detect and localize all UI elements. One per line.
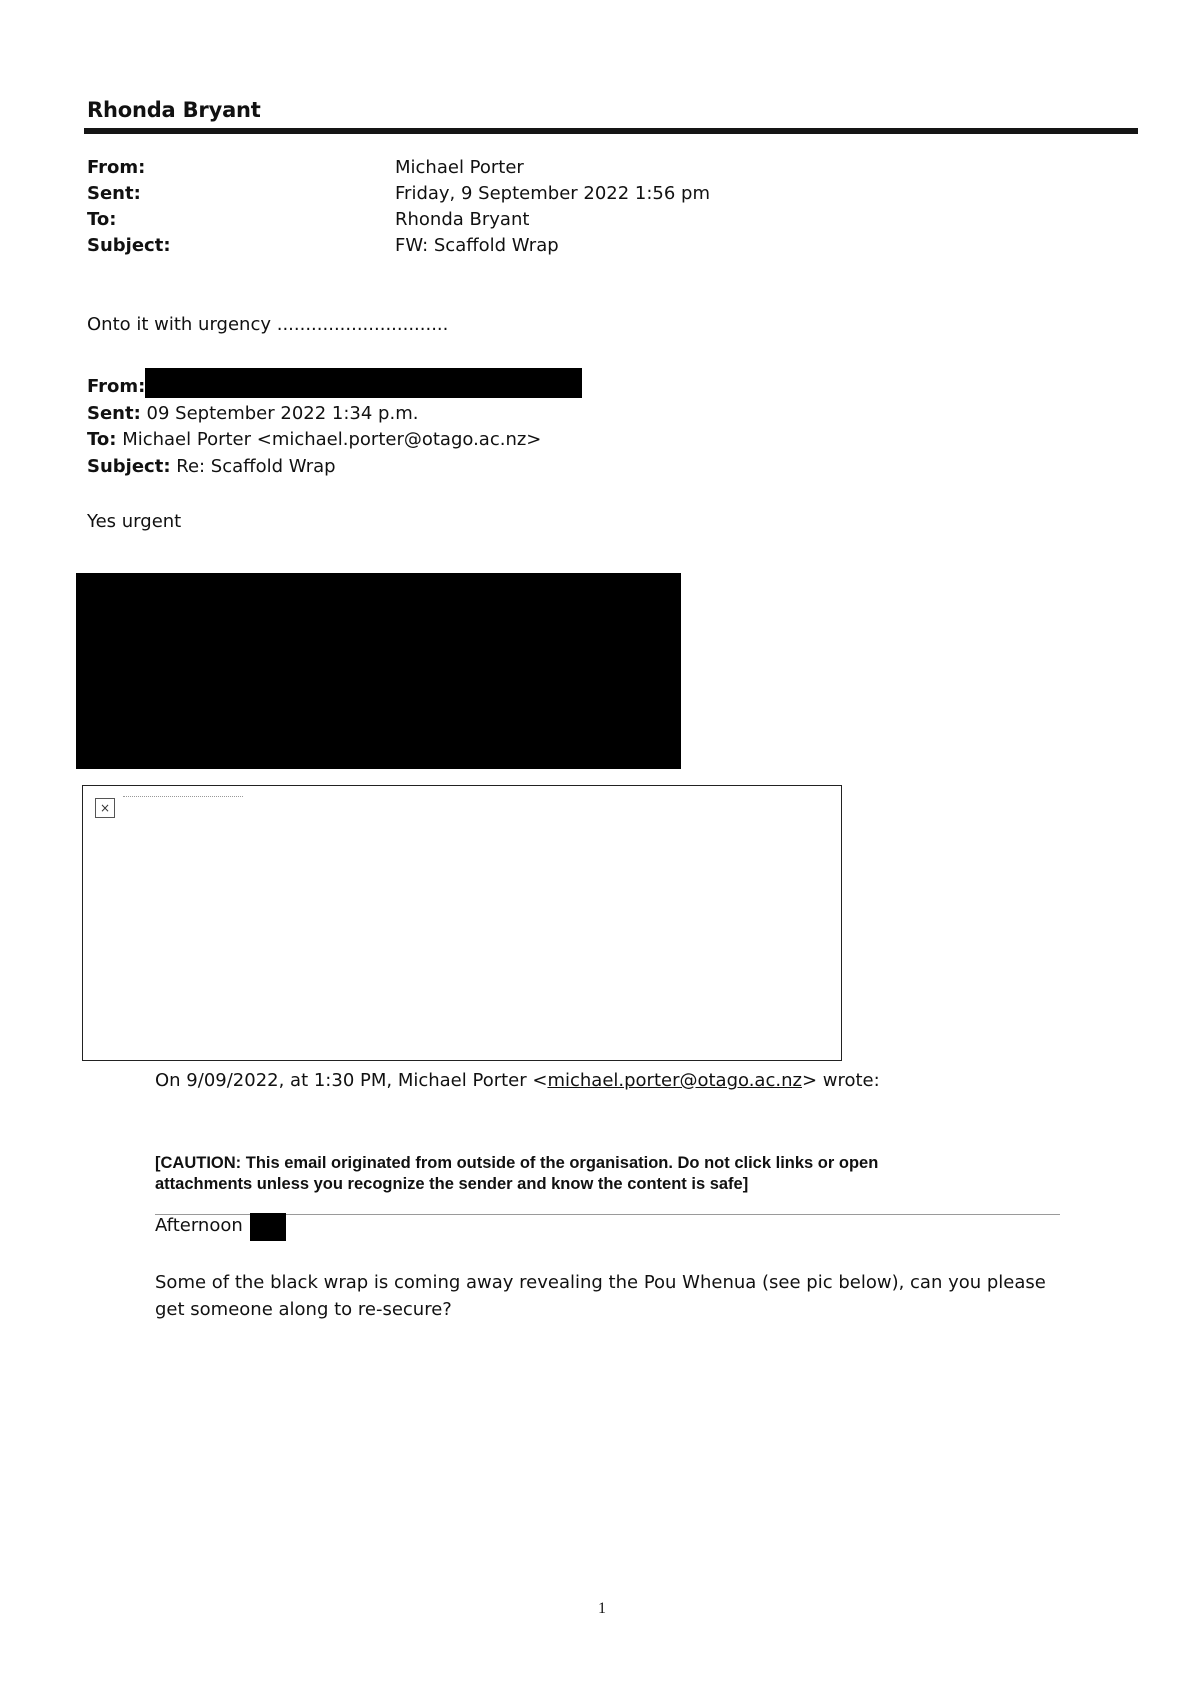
reply-sent-line	[87, 401, 418, 427]
header-rule	[84, 128, 1138, 134]
quoted-intro-prefix: On 9/09/2022, at 1:30 PM, Michael Porter <	[155, 1070, 548, 1091]
sent-label: Sent:	[87, 183, 141, 204]
from-value: Michael Porter	[395, 157, 524, 178]
from-label: From:	[87, 157, 146, 178]
to-label: To:	[87, 209, 117, 230]
body-line-1: Some of the black wrap is coming away revealing the Pou Whenua (see pic below), can you please	[155, 1272, 1046, 1293]
reply-to-line	[87, 427, 541, 453]
subject-label: Subject:	[87, 235, 171, 256]
reply-sent-label: Sent:	[87, 403, 141, 424]
redacted-sender	[145, 368, 582, 398]
reply-from-label: From:	[87, 376, 146, 397]
reply-to-label: To:	[87, 429, 117, 450]
sent-value: Friday, 9 September 2022 1:56 pm	[395, 183, 711, 204]
reply-subject-line	[87, 454, 336, 480]
reply-sent-value: 09 September 2022 1:34 p.m.	[146, 403, 419, 424]
reply-subject-value: Re: Scaffold Wrap	[176, 456, 336, 477]
broken-image-icon: ×	[95, 798, 115, 818]
image-placeholder	[82, 785, 842, 1061]
body-line-2: get someone along to re-secure?	[155, 1299, 452, 1320]
redacted-signature-block	[76, 573, 681, 769]
caution-banner: [CAUTION: This email originated from outside of the organisation. Do not click links or open attachments unless you recognize the sender and know the content is safe]	[155, 1154, 879, 1193]
reply-body: Yes urgent	[87, 511, 182, 532]
greeting: Afternoon	[155, 1215, 243, 1236]
to-value: Rhonda Bryant	[395, 209, 530, 230]
subject-value: FW: Scaffold Wrap	[395, 235, 559, 256]
redacted-recipient-name	[250, 1213, 286, 1241]
quoted-email-link[interactable]: michael.porter@otago.ac.nz	[547, 1070, 802, 1091]
quoted-intro-suffix: > wrote:	[801, 1070, 880, 1091]
page-number: 1	[598, 1600, 606, 1617]
reply-subject-label: Subject:	[87, 456, 171, 477]
image-alt-text	[123, 796, 243, 798]
quoted-intro	[155, 1068, 880, 1094]
reply-to-value: Michael Porter <michael.porter@otago.ac.nz>	[122, 429, 542, 450]
mailbox-owner-name: Rhonda Bryant	[87, 98, 261, 122]
forward-note: Onto it with urgency ..............................	[87, 314, 449, 335]
quote-divider	[155, 1214, 1060, 1215]
